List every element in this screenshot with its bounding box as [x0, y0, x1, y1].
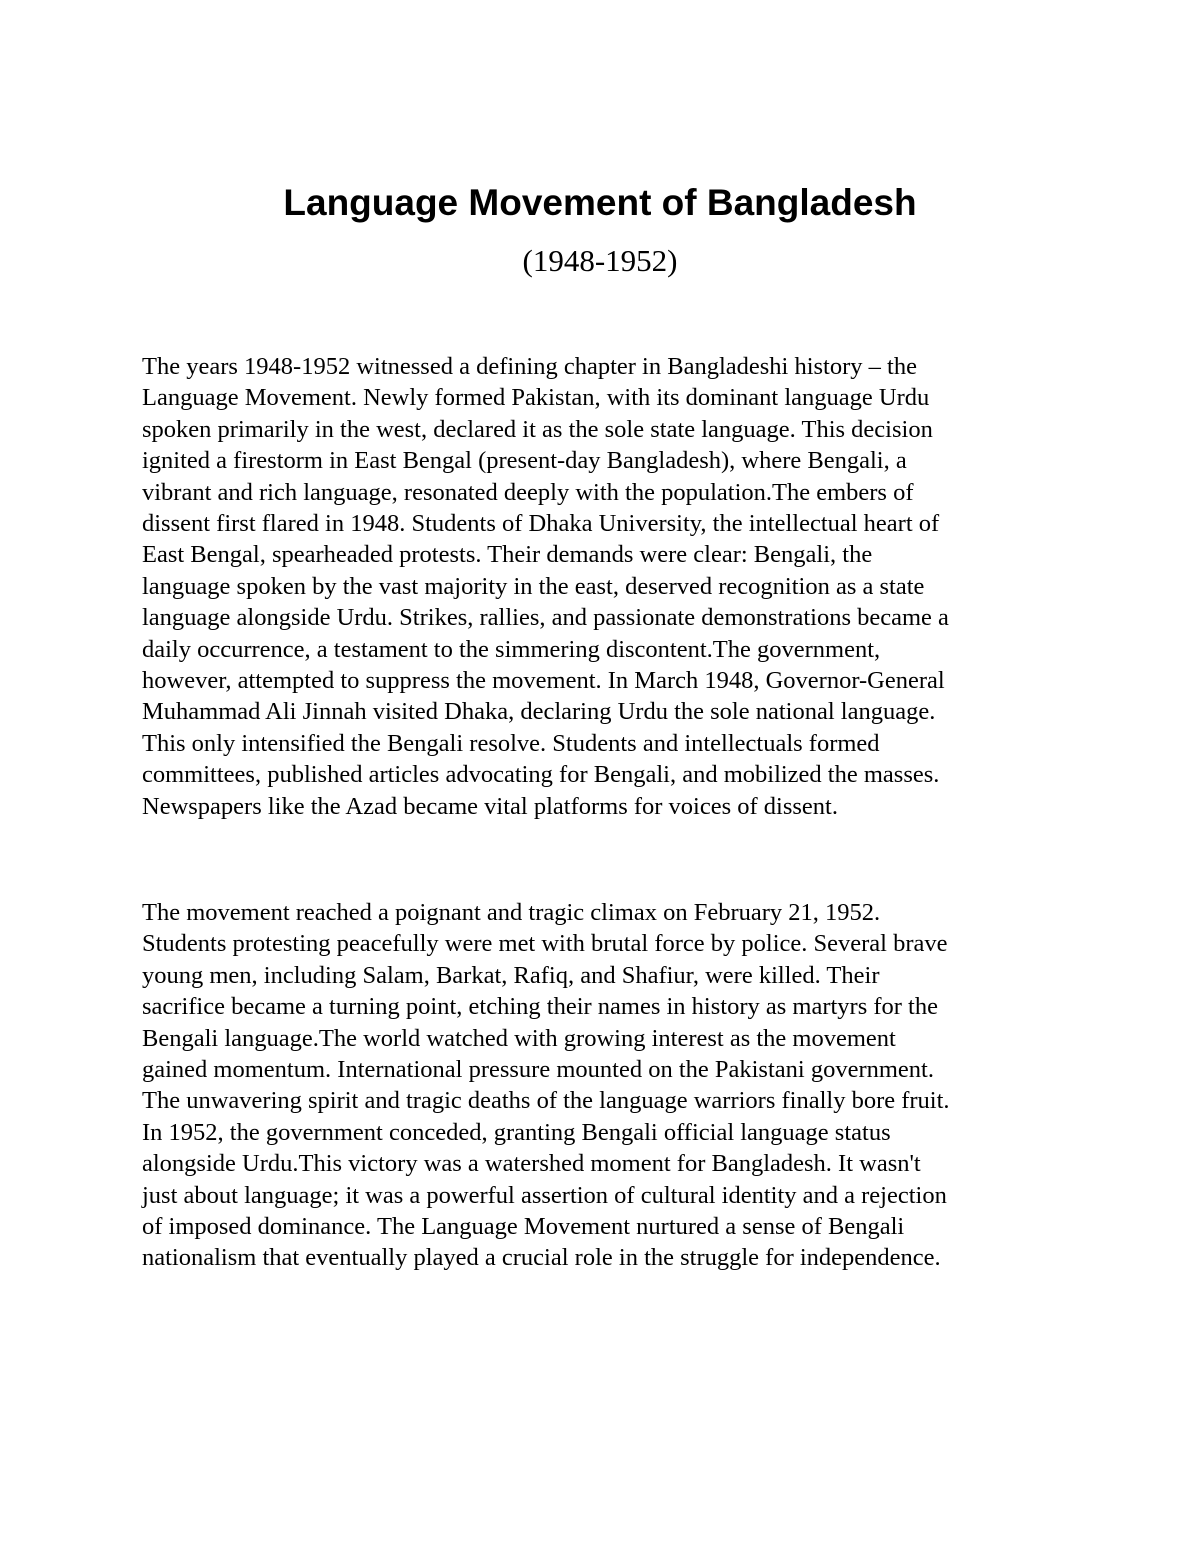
text-line: Muhammad Ali Jinnah visited Dhaka, declaring Urdu the sole national language.: [142, 698, 936, 726]
text-line: dissent first flared in 1948. Students of Dhaka University, the intellectual heart of: [142, 510, 940, 538]
text-line: daily occurrence, a testament to the simmering discontent.The government,: [142, 635, 881, 663]
text-line: nationalism that eventually played a crucial role in the struggle for independence.: [142, 1244, 941, 1272]
text-line: ignited a firestorm in East Bengal (present-day Bangladesh), where Bengali, a: [142, 447, 907, 475]
text-line: This only intensified the Bengali resolve. Students and intellectuals formed: [142, 729, 880, 757]
text-line: Newspapers like the Azad became vital platforms for voices of dissent.: [142, 792, 838, 820]
text-line: spoken primarily in the west, declared it as the sole state language. This decision: [142, 415, 933, 443]
text-line: committees, published articles advocating for Bengali, and mobilized the masses.: [142, 761, 940, 789]
text-line: language alongside Urdu. Strikes, rallies, and passionate demonstrations became a: [142, 604, 949, 632]
paragraph-1: [142, 351, 1082, 822]
text-line: however, attempted to suppress the movement. In March 1948, Governor-General: [142, 667, 945, 695]
text-line: The unwavering spirit and tragic deaths of the language warriors finally bore fruit.: [142, 1087, 950, 1115]
text-line: Bengali language.The world watched with growing interest as the movement: [142, 1024, 896, 1052]
text-line: gained momentum. International pressure mounted on the Pakistani government.: [142, 1056, 934, 1084]
text-line: sacrifice became a turning point, etching their names in history as martyrs for the: [142, 993, 938, 1021]
text-line: just about language; it was a powerful assertion of cultural identity and a rejection: [142, 1181, 947, 1209]
text-line: East Bengal, spearheaded protests. Their demands were clear: Bengali, the: [142, 541, 873, 569]
text-line: of imposed dominance. The Language Movement nurtured a sense of Bengali: [142, 1213, 905, 1241]
text-line: Language Movement. Newly formed Pakistan, with its dominant language Urdu: [142, 384, 930, 412]
text-line: The movement reached a poignant and tragic climax on February 21, 1952.: [142, 899, 881, 926]
text-line: vibrant and rich language, resonated deeply with the population.The embers of: [142, 478, 914, 506]
text-line: In 1952, the government conceded, granting Bengali official language status: [142, 1118, 891, 1146]
document-title: Language Movement of Bangladesh: [283, 182, 917, 223]
text-line: alongside Urdu.This victory was a watershed moment for Bangladesh. It wasn't: [142, 1150, 921, 1178]
text-line: language spoken by the vast majority in the east, deserved recognition as a state: [142, 572, 925, 600]
paragraph-2: [142, 897, 1082, 1274]
text-line: young men, including Salam, Barkat, Rafiq, and Shafiur, were killed. Their: [142, 961, 880, 989]
document-subtitle: (1948-1952): [522, 243, 678, 278]
text-line: Students protesting peacefully were met with brutal force by police. Several brave: [142, 930, 948, 958]
text-line: The years 1948-1952 witnessed a defining chapter in Bangladeshi history – the: [142, 353, 917, 380]
